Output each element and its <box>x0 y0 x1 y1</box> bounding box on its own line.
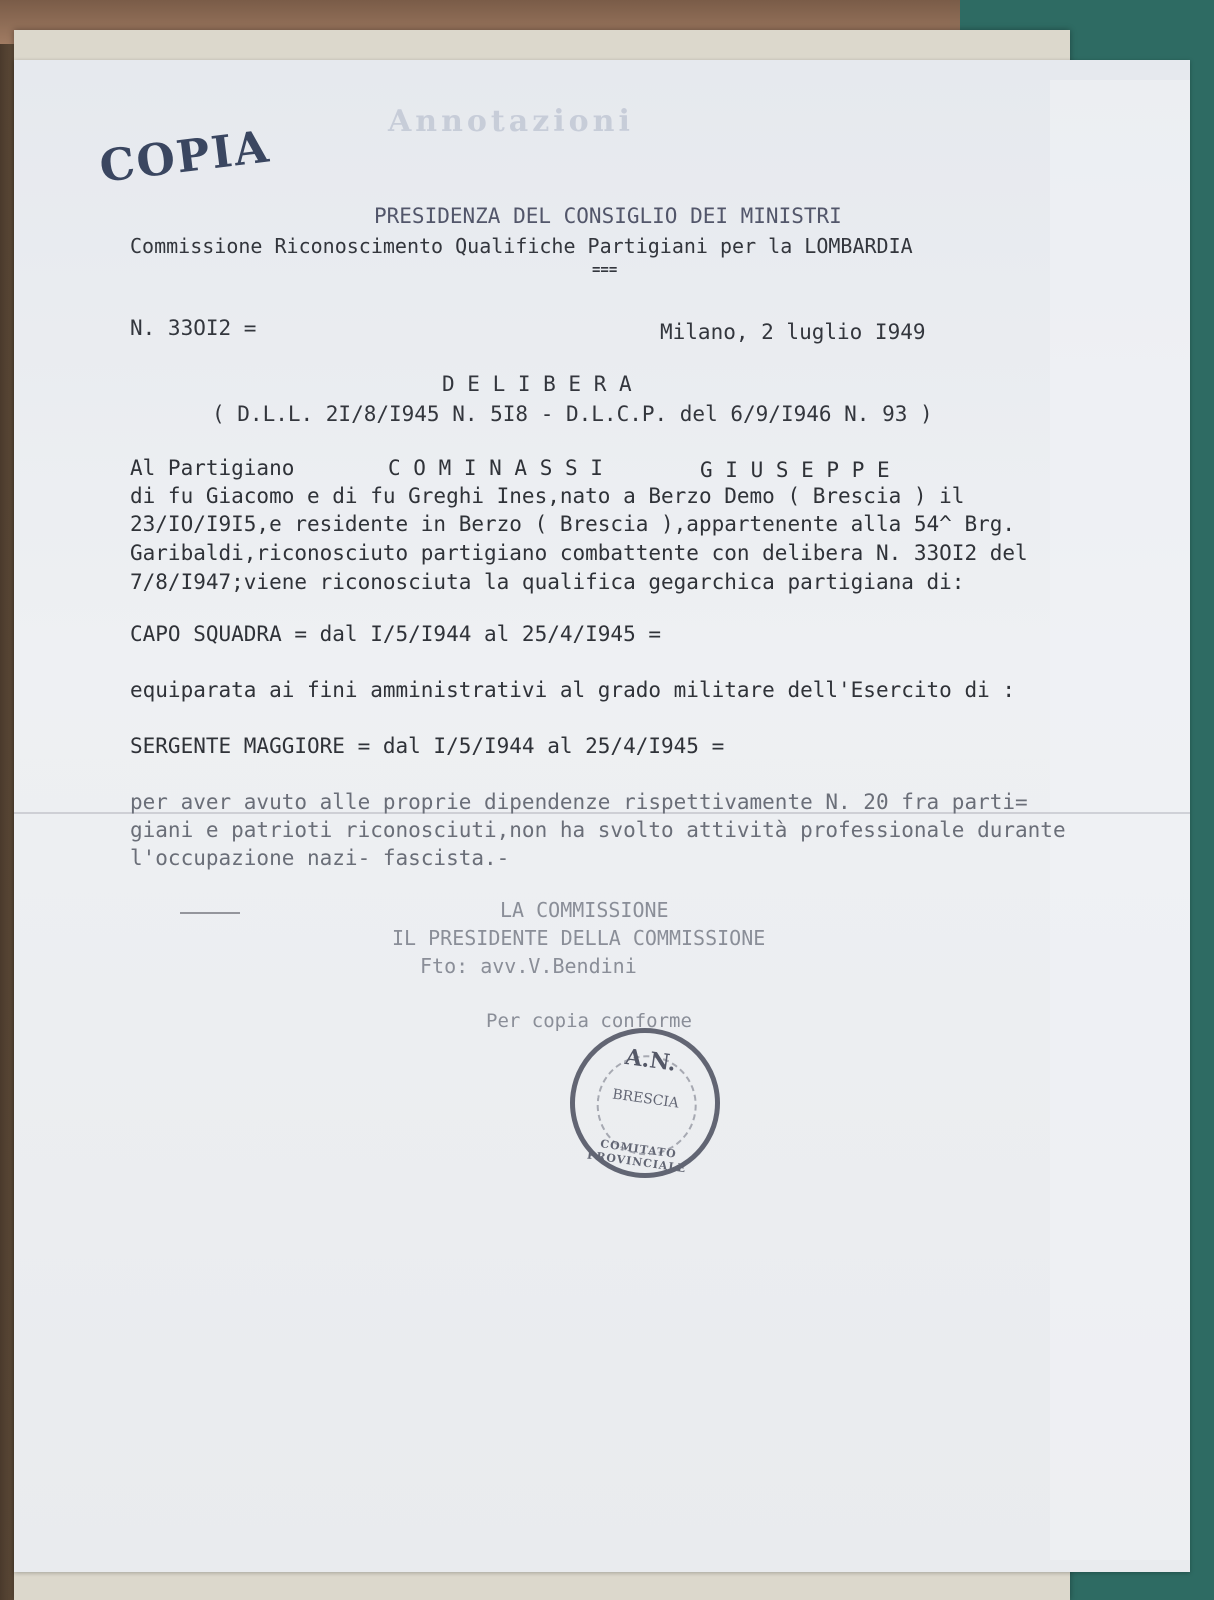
conformity-note: Per copia conforme <box>486 1010 692 1032</box>
partisan-surname: C O M I N A S S I <box>388 456 603 480</box>
closing-line-1: per aver avuto alle proprie dipendenze rispettivamente N. 20 fra parti= <box>130 790 1028 814</box>
rank-military: SERGENTE MAGGIORE = dal I/5/I944 al 25/4/I945 = <box>130 734 725 758</box>
protocol-number: N. 33OI2 = <box>130 316 257 340</box>
rank-partisan: CAPO SQUADRA = dal I/5/I944 al 25/4/I945 = <box>130 622 662 646</box>
seal-ring-text: COMITATO PROVINCIALE <box>586 1137 688 1176</box>
ghost-heading: Annotazioni <box>388 104 634 139</box>
seal-top-text: A.N. <box>623 1043 678 1077</box>
law-reference: ( D.L.L. 2I/8/I945 N. 5I8 - D.L.C.P. del 6/9/I946 N. 93 ) <box>212 402 933 426</box>
header-line-1: PRESIDENZA DEL CONSIGLIO DEI MINISTRI <box>374 204 842 228</box>
body-line-2: 23/IO/I9I5,e residente in Berzo ( Brescia ),appartenente alla 54^ Brg. <box>130 512 1016 536</box>
partisan-name: G I U S E P P E <box>700 458 890 482</box>
document-title: D E L I B E R A <box>442 372 632 396</box>
signature-commission: LA COMMISSIONE <box>500 898 669 922</box>
closing-line-2: giani e patrioti riconosciuti,non ha svolto attività professionale durante <box>130 818 1066 842</box>
dash-mark <box>180 912 240 914</box>
header-line-2: Commissione Riconoscimento Qualifiche Partigiani per la LOMBARDIA <box>130 234 913 258</box>
seal-city: BRESCIA <box>611 1086 680 1112</box>
body-line-4: 7/8/I947;viene riconosciuta la qualifica gegarchica partigiana di: <box>130 570 965 594</box>
signature-name: Fto: avv.V.Bendini <box>420 954 637 978</box>
copia-stamp: COPIA <box>96 121 273 193</box>
addressee-label: Al Partigiano <box>130 456 295 480</box>
body-line-3: Garibaldi,riconosciuto partigiano combattente con delibera N. 33OI2 del <box>130 541 1028 565</box>
signature-title: IL PRESIDENTE DELLA COMMISSIONE <box>392 926 766 950</box>
body-line-1: di fu Giacomo e di fu Greghi Ines,nato a Berzo Demo ( Brescia ) il <box>130 484 965 508</box>
closing-line-3: l'occupazione nazi- fascista.- <box>130 846 510 870</box>
document-sheet <box>14 60 1190 1572</box>
header-separator: === <box>592 262 618 278</box>
place-date: Milano, 2 luglio I949 <box>660 320 926 344</box>
sheet-overlap <box>1050 80 1190 1560</box>
equivalence-line: equiparata ai fini amministrativi al grado militare dell'Esercito di : <box>130 678 1016 702</box>
